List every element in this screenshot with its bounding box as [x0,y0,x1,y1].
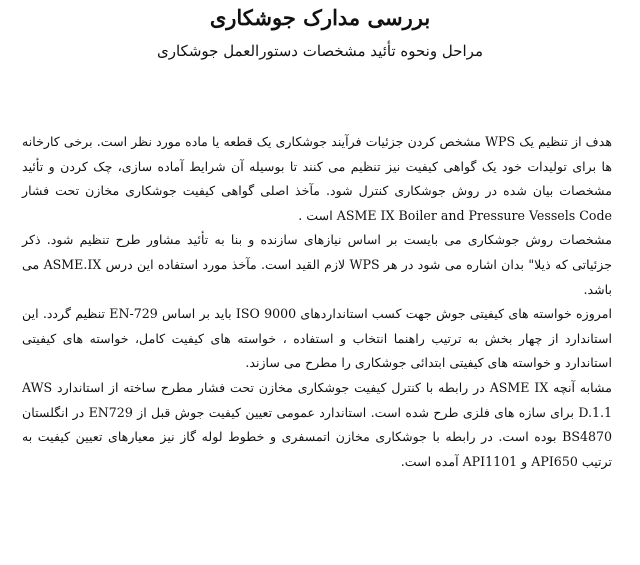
paragraph-related-standards: مشابه آنچه ASME IX در رابطه با کنترل کیفیت جوشکاری مخازن تحت فشار مطرح ساخته از استاندارد AWS D.1.1 برای سازه های فلزی طرح شده است. استاندارد عمومی تعیین کیفیت جوش قبل از EN729 در انگلستان BS4870 بوده است. در رابطه با جوشکاری مخازن اتمسفری و خطوط لوله گاز نیز معیارهای تعیین کیفیت به ترتیب API650 و API1101 آمده است. [22,379,612,469]
body-text [22,130,612,474]
paragraph-wps-purpose: هدف از تنظیم یک WPS مشخص کردن جزئیات فرآیند جوشکاری یک قطعه یا ماده مورد نظر است. برخی کارخانه ها برای تولیدات خود یک گواهی کیفیت نیز تنظیم می کنند تا بوسیله آن شرایط آماده سازی، چک کردن و تأئید مشخصات بیان شده در روش جوشکاری کنترل شود. مآخذ اصلی گواهی کیفیت جوشکاری مخازن تحت فشار ASME IX Boiler and Pressure Vessels Code است . [22,134,612,223]
page-subtitle: مراحل ونحوه تأئید مشخصات دستورالعمل جوشکاری [157,42,483,60]
page-title: بررسی مدارک جوشکاری [209,5,431,30]
paragraph-iso-standards: امروزه خواسته های کیفیتی جوش جهت کسب استانداردهای ISO 9000 باید بر اساس EN-729 تنظیم گردد. این استاندارد از چهار بخش به ترتیب راهنما انتخاب و استفاده ، خواسته های کیفیت کامل، خواسته های کیفیتی استاندارد و خواسته های کیفیتی ابتدائی جوشکاری را مطرح می سازند. [22,306,613,371]
paragraph-wps-specs: مشخصات روش جوشکاری می بایست بر اساس نیازهای سازنده و بنا به تأئید مشاور طرح تنظیم شود. ذکر جزئیاتی که ذیلا" بدان اشاره می شود در هر WPS لازم القید است. مآخذ مورد استفاده این درس ASME.IX می باشد. [22,232,613,297]
